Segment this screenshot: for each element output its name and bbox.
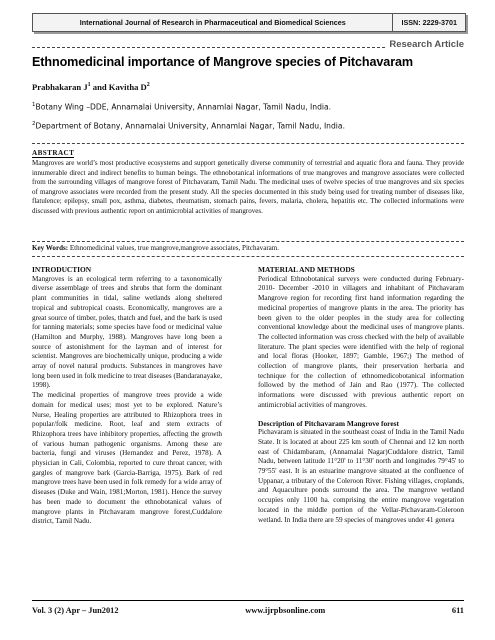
affiliation — [32, 121, 345, 131]
paragraph: Periodical Ethnobotanical surveys were conducted during February-2010- December -2010 in villagers and inhabitant of Pitchavaram Mangrove region for recording first hand information regarding the medicinal properties of mangrove plants in the area. The priority has been given to the older peoples in the study area for collecting conventional knowledge about the medicinal uses of mangrove plants. The collected information was cross checked with the help of available literature. The plant species were identified with the help of regional and local floras (Hooker, 1897; Gamble, 1967;) The method of collection of mangrove plants, their preservation herbaria and technique for the collection of ethnomedicobotanical information followed by the method of Jain and Rao (1977). The collected informations were discussed with previous authentic report on antimicrobial activities of mangroves. — [258, 274, 464, 409]
author-conjunction: and — [90, 82, 109, 92]
spacer — [258, 411, 464, 419]
paragraph: The medicinal properties of mangrove trees provide a wide domain for medical uses; most yet to be explored. Nature’s Nurse, Healing properties are attributed to Rhizophora trees in popular/folk medicine. Root, leaf and stem extracts of Rhizophora trees have inhibitory properties, affecting the growth of various human pathogenic organisms. Among these are bacteria, fungi and viruses (Hernandez and Perez, 1978). A physician in Cali, Colombia, reported to cure throat cancer, with gargles of mangrove bark (Garcia-Barriga, 1975). Bark of red mangrove trees have been used in folk remedy for a wide array of diseases (Duke and Wain, 1981;Morton, 1981). Hence the survey has been made to document the ethnobotanical values of mangrove plants in Pitchavaram mangrove forest,Cuddalore district, Tamil Nadu. — [32, 391, 222, 526]
page-number: 611 — [451, 606, 464, 615]
authors — [32, 82, 150, 92]
dashed-divider — [32, 241, 464, 242]
author-superscript: 1 — [87, 82, 91, 89]
author-name: Kavitha D — [108, 82, 147, 92]
section-heading: INTRODUCTION — [32, 265, 92, 274]
keywords-text: Ethnomedicinal values, true mangrove,mangrove associates, Pitchavaram. — [68, 244, 280, 252]
author-superscript: 2 — [146, 82, 150, 89]
right-column — [258, 265, 464, 525]
dashed-divider — [32, 143, 464, 144]
affiliation-superscript: 2 — [32, 121, 36, 127]
abstract-heading: ABSTRACT — [32, 149, 75, 157]
paragraph: Pichavaram is situated in the southeast coast of India in the Tamil Nadu State. It is located at about 225 km south of Chennai and 12 km north east of Chidambaram, (Annamalai Nagar)Cuddalore district, Tamil Nadu, between latitude 11°20' to 11°30' north and longitudes 79°45' to 79°55' east. It is an estuarine mangrove situated at the confluence of Uppanar, a tributary of the Coleroon River. Fishing villages, croplands, and Aquaculture ponds surround the area. The mangrove wetland occupies only 1100 ha. comprising the entire mangrove vegetation located in the middle portion of the Vellar-Pichavaram-Coleroon wetland. In India there are 59 species of mangroves under 41 genera — [258, 428, 464, 524]
affiliation — [32, 102, 331, 112]
abstract-text: Mangroves are world’s most productive ecosystems and support genetically diverse community of terrestrial and aquatic flora and fauna. They provide innumerable direct and indirect benefits to human beings. The ethnobotanical informations of true mangroves and mangrove associates were collected from the surrounding villages of mangrove forest of Pitchavaram, Tamil Nadu. The medicinal uses of twelve species of true mangroves and six species of mangrove associates were recorded from the present study. All the species documented in this study being used for treating number of diseases like, flatulence; epilepsy, small pox, asthma, diabetes, rheumatism, stomach pains, fevers, malaria, cholera, hepatitis etc. The collected informations were discussed with previous authentic report on antimicrobial activities of mangroves. — [32, 159, 464, 215]
paragraph: Mangroves is an ecological term referring to a taxonomically diverse assemblage of trees and shrubs that form the dominant plant communities in tidal, saline wetlands along sheltered tropical and subtropical coasts. Economically, mangroves are a great source of timber, poles, thatch and fuel, and the bark is used for tanning materials; some species have food or medicinal value (Hamilton and Murphy, 1988). Mangroves have long been a source of astonishment for the layman and of interest for scientist. Mangroves are biochemically unique, producing a wide array of novel natural products. Substances in mangroves have long been used in folk medicine to treat diseases (Bandaranayake, 1998). — [32, 274, 222, 390]
affiliation-superscript: 1 — [32, 102, 36, 108]
dashed-rule — [32, 41, 385, 48]
section-heading: Description of Pitchavaram Mangrove forest — [258, 418, 399, 428]
article-type-row — [32, 38, 464, 50]
dashed-divider — [32, 256, 464, 257]
issn-label: ISSN: 2229-3701 — [392, 14, 465, 31]
keywords-label: Key Words: — [32, 244, 69, 252]
journal-header — [32, 13, 466, 32]
volume-label: Vol. 3 (2) Apr – Jun2012 — [32, 606, 119, 615]
website-link[interactable]: www.ijrpbsonline.com — [245, 606, 326, 615]
keywords — [32, 244, 464, 252]
left-column — [32, 265, 222, 527]
affiliation-text: Botany Wing –DDE, Annamalai University, Annamlai Nagar, Tamil Nadu, India. — [35, 102, 332, 112]
author-name: Prabhakaran J — [32, 82, 88, 92]
affiliation-text: Department of Botany, Annamalai University, Annamlai Nagar, Tamil Nadu, India. — [35, 121, 345, 131]
journal-name: International Journal of Research in Pharmaceutical and Biomedical Sciences — [79, 18, 346, 27]
article-type: Research Article — [389, 38, 464, 50]
page-footer — [32, 600, 464, 615]
article-title: Ethnomedicinal importance of Mangrove species of Pitchavaram — [32, 55, 414, 69]
section-heading: MATERIAL AND METHODS — [258, 265, 355, 274]
